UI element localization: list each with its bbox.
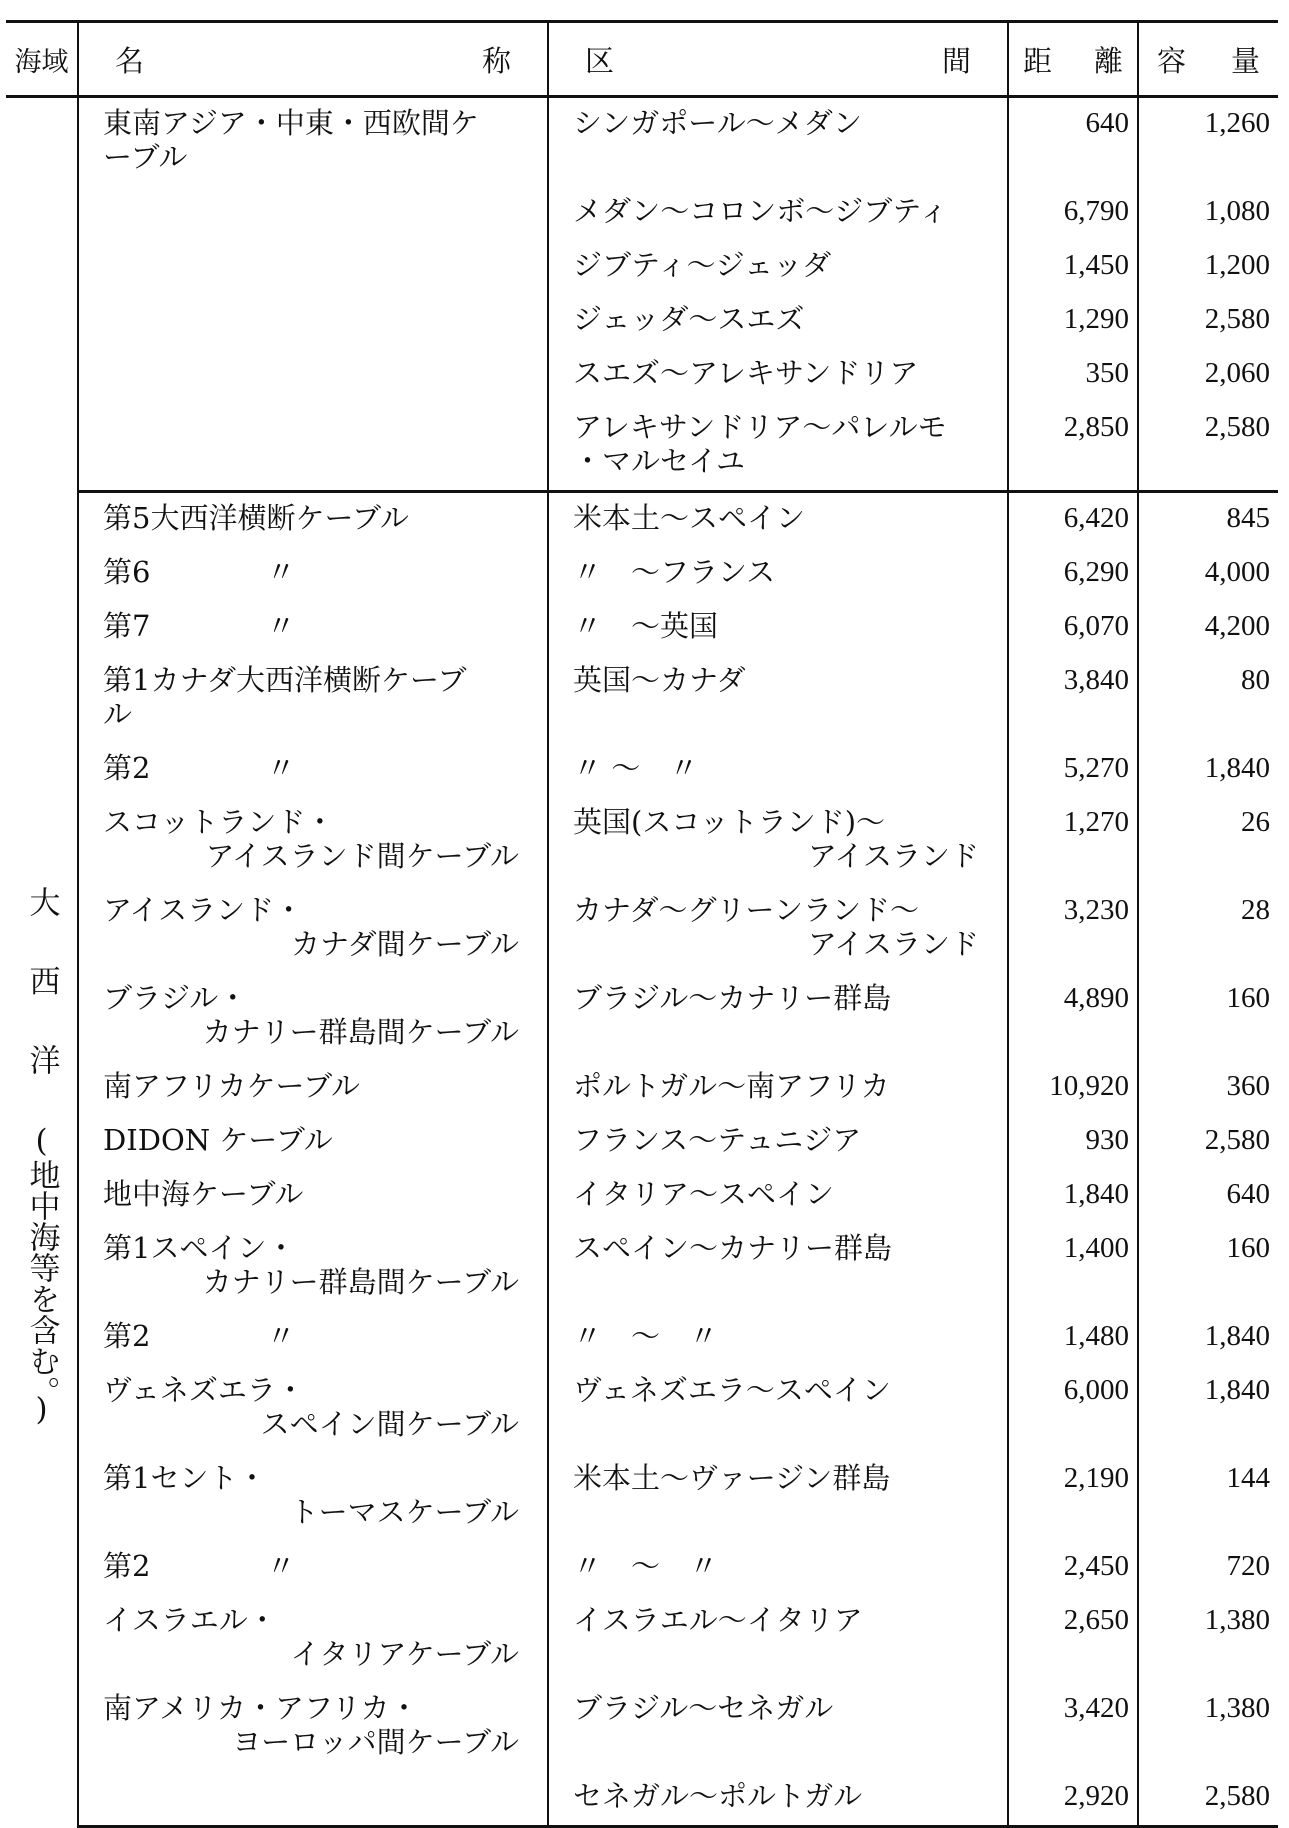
table-row	[6, 402, 1278, 492]
cable-distance: 3,420	[1008, 1683, 1138, 1771]
cable-name	[78, 348, 548, 402]
cable-name	[78, 402, 548, 492]
cable-capacity: 1,840	[1204, 1374, 1270, 1406]
header-section: 区 間	[548, 22, 1008, 97]
cable-distance: 1,400	[1008, 1223, 1138, 1311]
cable-name	[78, 1771, 548, 1827]
cable-capacity: 845	[1226, 502, 1270, 534]
table-row	[6, 1061, 1278, 1115]
table-row	[6, 1311, 1278, 1365]
cable-name: ヴェネズエラ・ スペイン間ケーブル	[78, 1365, 548, 1453]
cable-section: ブラジル～カナリー群島	[548, 973, 1008, 1061]
cable-name: 東南アジア・中東・西欧間ケ ーブル	[78, 97, 548, 187]
table-row	[6, 743, 1278, 797]
cable-distance: 2,650	[1008, 1595, 1138, 1683]
table-row	[6, 655, 1278, 743]
cable-section: イタリア～スペイン	[548, 1169, 1008, 1223]
cable-distance: 350	[1008, 348, 1138, 402]
table-row	[6, 294, 1278, 348]
cable-name: 第2 〃	[78, 743, 548, 797]
table-row	[6, 1453, 1278, 1541]
cable-distance: 930	[1008, 1115, 1138, 1169]
cable-distance: 6,790	[1008, 186, 1138, 240]
cable-name: イスラエル・ イタリアケーブル	[78, 1595, 548, 1683]
table-row	[6, 348, 1278, 402]
cable-capacity: 2,580	[1204, 1124, 1270, 1156]
cable-capacity: 4,200	[1204, 610, 1270, 642]
cable-name: 第1セント・ トーマスケーブル	[78, 1453, 548, 1541]
cable-section: シンガポール～メダン	[548, 97, 1008, 187]
cable-table	[6, 20, 1278, 1828]
cable-distance: 1,450	[1008, 240, 1138, 294]
cable-section: ポルトガル～南アフリカ	[548, 1061, 1008, 1115]
table-row	[6, 1683, 1278, 1771]
cable-distance: 2,920	[1008, 1771, 1138, 1827]
cable-section: メダン～コロンボ～ジブティ	[548, 186, 1008, 240]
cable-distance: 10,920	[1008, 1061, 1138, 1115]
table-row	[6, 1771, 1278, 1827]
cable-section: 〃 ～ 〃	[548, 1311, 1008, 1365]
cable-capacity: 4,000	[1204, 556, 1270, 588]
table-row	[6, 973, 1278, 1061]
cable-capacity: 144	[1226, 1462, 1270, 1494]
cable-capacity: 1,380	[1204, 1604, 1270, 1636]
cable-capacity: 80	[1241, 664, 1270, 696]
cable-section: カナダ～グリーンランド～ アイスランド	[548, 885, 1008, 973]
cable-section: スエズ～アレキサンドリア	[548, 348, 1008, 402]
cable-distance: 2,450	[1008, 1541, 1138, 1595]
cable-section: 〃 ～フランス	[548, 547, 1008, 601]
cable-capacity: 2,580	[1138, 1771, 1278, 1827]
table-row	[6, 186, 1278, 240]
cable-name	[78, 186, 548, 240]
cable-name	[78, 294, 548, 348]
cable-capacity: 26	[1241, 806, 1270, 838]
cable-section: 〃 ～ 〃	[548, 743, 1008, 797]
cable-capacity: 1,840	[1204, 752, 1270, 784]
cable-name: 第5大西洋横断ケーブル	[78, 492, 548, 548]
cable-section: 米本土～スペイン	[548, 492, 1008, 548]
cable-capacity: 1,260	[1204, 107, 1270, 139]
cable-name: 第2 〃	[78, 1311, 548, 1365]
cable-section: アレキサンドリア～パレルモ ・マルセイユ	[548, 402, 1008, 492]
cable-name: 第7 〃	[78, 601, 548, 655]
table-row	[6, 547, 1278, 601]
cable-distance: 2,190	[1008, 1453, 1138, 1541]
cable-name: 第6 〃	[78, 547, 548, 601]
table-row	[6, 1541, 1278, 1595]
cable-capacity: 1,840	[1204, 1320, 1270, 1352]
cable-distance: 6,420	[1008, 492, 1138, 548]
cable-capacity: 640	[1226, 1178, 1270, 1210]
cable-distance: 6,290	[1008, 547, 1138, 601]
cable-capacity: 28	[1241, 894, 1270, 926]
cable-name: アイスランド・ カナダ間ケーブル	[78, 885, 548, 973]
cable-name: スコットランド・ アイスランド間ケーブル	[78, 797, 548, 885]
cable-section: 英国～カナダ	[548, 655, 1008, 743]
cable-name: ブラジル・ カナリー群島間ケーブル	[78, 973, 548, 1061]
cable-distance: 3,840	[1008, 655, 1138, 743]
cable-name: 南アメリカ・アフリカ・ ヨーロッパ間ケーブル	[78, 1683, 548, 1771]
cable-capacity: 2,580	[1138, 402, 1278, 492]
cable-capacity: 160	[1226, 982, 1270, 1014]
cable-name	[78, 240, 548, 294]
cable-section: 〃 ～ 〃	[548, 1541, 1008, 1595]
table-body	[6, 97, 1278, 1827]
cable-distance: 5,270	[1008, 743, 1138, 797]
cable-distance: 640	[1008, 97, 1138, 187]
cable-section: 英国(スコットランド)～ アイスランド	[548, 797, 1008, 885]
cable-distance: 6,000	[1008, 1365, 1138, 1453]
cable-distance: 1,270	[1008, 797, 1138, 885]
table-row	[6, 1365, 1278, 1453]
cable-distance: 6,070	[1008, 601, 1138, 655]
cable-capacity: 720	[1226, 1550, 1270, 1582]
cable-section: スペイン～カナリー群島	[548, 1223, 1008, 1311]
cable-section: ジブティ～ジェッダ	[548, 240, 1008, 294]
cable-capacity: 360	[1226, 1070, 1270, 1102]
table-row	[6, 885, 1278, 973]
cable-name: 地中海ケーブル	[78, 1169, 548, 1223]
cable-section: ジェッダ～スエズ	[548, 294, 1008, 348]
header-sea: 海域	[6, 22, 78, 97]
cable-capacity: 2,580	[1204, 303, 1270, 335]
header-distance: 距 離	[1008, 22, 1138, 97]
header-capacity: 容 量	[1138, 22, 1278, 97]
cable-section: フランス～テュニジア	[548, 1115, 1008, 1169]
cable-name: DIDON ケーブル	[78, 1115, 548, 1169]
table-row	[6, 1223, 1278, 1311]
cable-distance: 4,890	[1008, 973, 1138, 1061]
cable-section: ブラジル～セネガル	[548, 1683, 1008, 1771]
table-row	[6, 797, 1278, 885]
cable-capacity: 2,060	[1204, 357, 1270, 389]
cable-distance: 2,850	[1008, 402, 1138, 492]
table-header	[6, 22, 1278, 97]
cable-name: 南アフリカケーブル	[78, 1061, 548, 1115]
sea-area-cell	[6, 97, 78, 492]
cable-section: セネガル～ポルトガル	[548, 1771, 1008, 1827]
cable-distance: 1,840	[1008, 1169, 1138, 1223]
table-row	[6, 1595, 1278, 1683]
cable-distance: 1,480	[1008, 1311, 1138, 1365]
header-name: 名 称	[78, 22, 548, 97]
cable-distance: 1,290	[1008, 294, 1138, 348]
cable-distance: 3,230	[1008, 885, 1138, 973]
table-row	[6, 1115, 1278, 1169]
table-row	[6, 240, 1278, 294]
table-row	[6, 97, 1278, 187]
cable-name: 第1カナダ大西洋横断ケーブ ル	[78, 655, 548, 743]
table-row	[6, 492, 1278, 548]
cable-section: ヴェネズエラ～スペイン	[548, 1365, 1008, 1453]
cable-capacity: 1,380	[1204, 1692, 1270, 1724]
cable-name: 第2 〃	[78, 1541, 548, 1595]
sea-area-cell: 大西洋(地中海等を含む。)	[6, 492, 78, 1827]
cable-name: 第1スペイン・ カナリー群島間ケーブル	[78, 1223, 548, 1311]
table-row	[6, 601, 1278, 655]
cable-section: 米本土～ヴァージン群島	[548, 1453, 1008, 1541]
cable-capacity: 1,200	[1204, 249, 1270, 281]
cable-section: イスラエル～イタリア	[548, 1595, 1008, 1683]
table-row	[6, 1169, 1278, 1223]
cable-section: 〃 ～英国	[548, 601, 1008, 655]
cable-capacity: 1,080	[1204, 195, 1270, 227]
cable-capacity: 160	[1226, 1232, 1270, 1264]
